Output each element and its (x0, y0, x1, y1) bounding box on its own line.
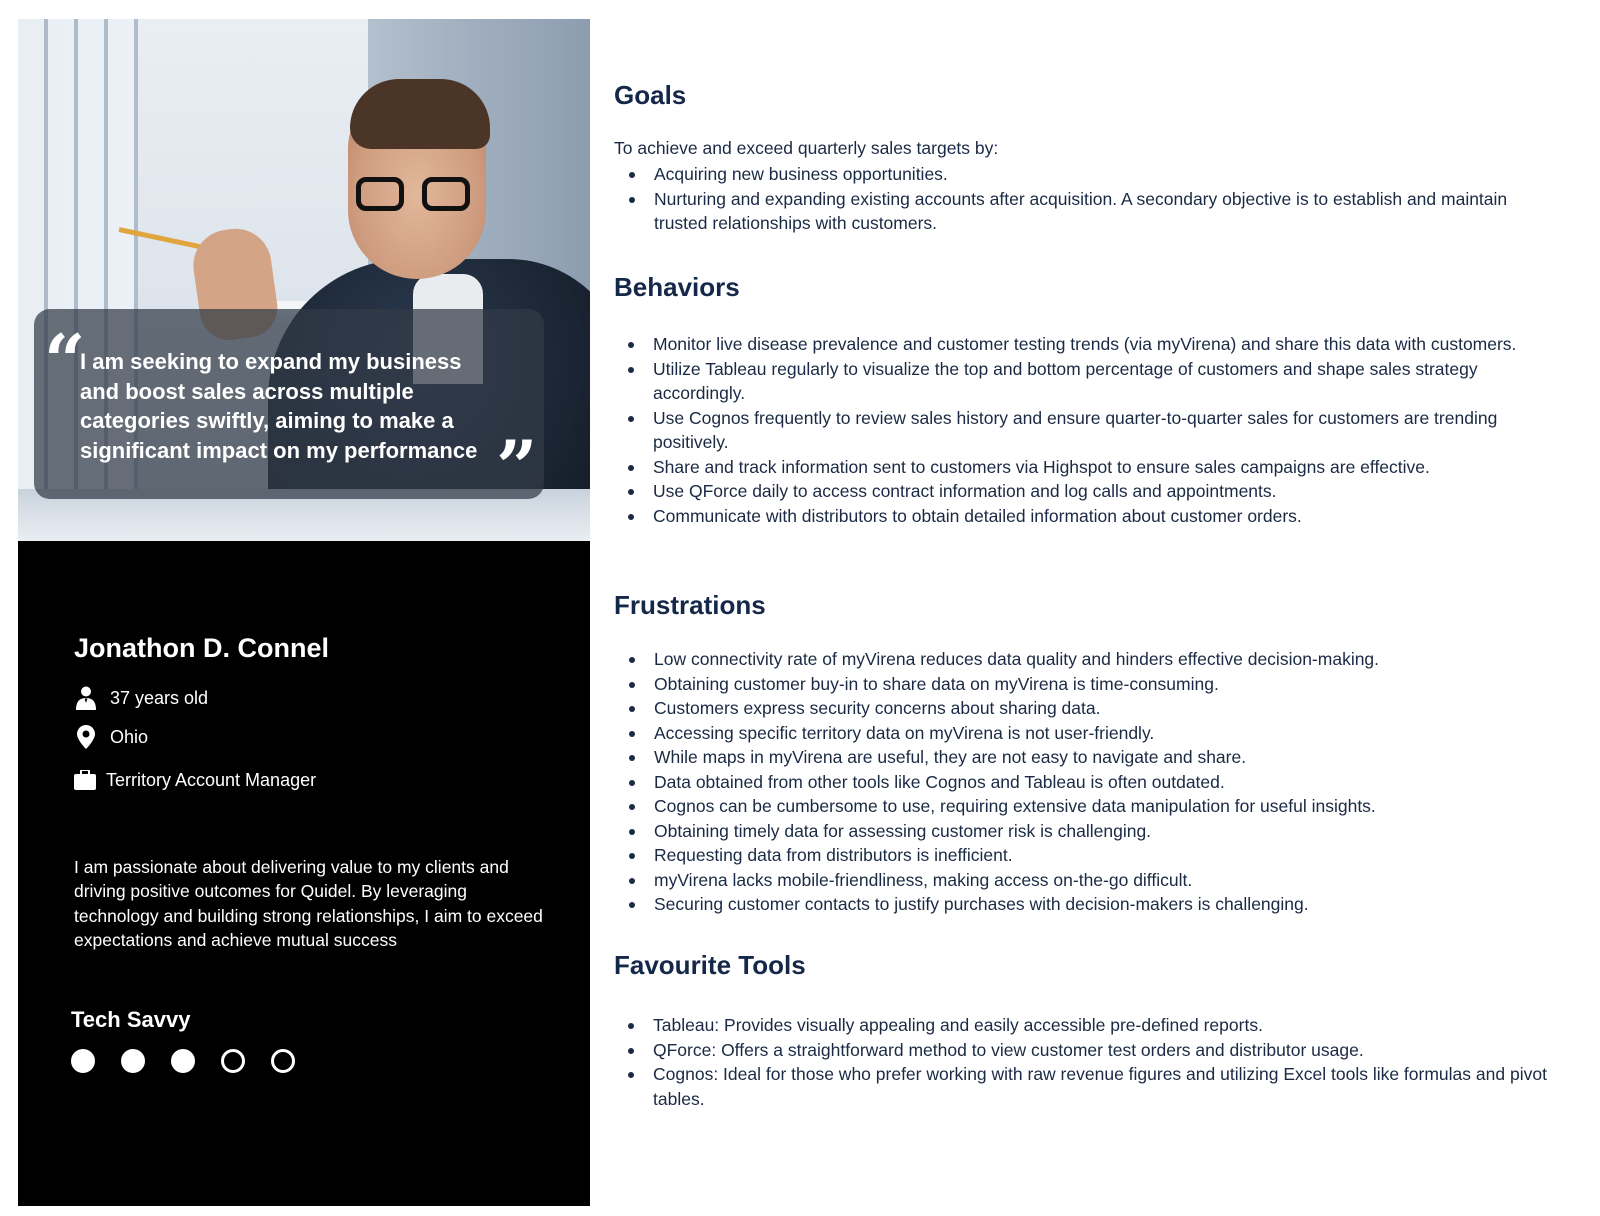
list-item: Obtaining timely data for assessing customer risk is challenging. (614, 819, 1564, 844)
map-pin-icon (74, 725, 98, 749)
list-item: Use QForce daily to access contract information and log calls and appointments. (613, 479, 1564, 504)
frustrations-heading: Frustrations (614, 590, 766, 620)
tech-savvy-rating (71, 1049, 321, 1073)
list-item: Data obtained from other tools like Cognos and Tableau is often outdated. (614, 770, 1564, 795)
list-item: Share and track information sent to customers via Highspot to ensure sales campaigns are effective. (613, 455, 1564, 480)
list-item: Nurturing and expanding existing accounts after acquisition. A secondary objective is to establish and maintain trusted relationships with customers. (614, 187, 1564, 236)
favourite-tools-list (614, 1013, 1564, 1111)
list-item: Cognos can be cumbersome to use, requiring extensive data manipulation for useful insights. (614, 794, 1564, 819)
list-item: QForce: Offers a straightforward method to view customer test orders and distributor usage. (613, 1038, 1564, 1063)
profile-panel (18, 19, 590, 1206)
rating-dot-filled (171, 1049, 195, 1073)
quote-box (34, 309, 544, 509)
job-title-text: Territory Account Manager (106, 769, 317, 790)
tech-savvy-label: Tech Savvy (71, 1007, 191, 1032)
list-item: Monitor live disease prevalence and customer testing trends (via myVirena) and share this data with customers. (613, 332, 1564, 357)
location-text: Ohio (110, 726, 149, 747)
rating-dot-empty (221, 1049, 245, 1073)
close-quote-icon: ” (496, 424, 538, 509)
open-quote-icon: “ (44, 318, 86, 403)
location-row (74, 725, 148, 749)
favourite-tools-heading: Favourite Tools (614, 950, 806, 980)
list-item: Securing customer contacts to justify purchases with decision-makers is challenging. (614, 892, 1564, 917)
list-item: Requesting data from distributors is inefficient. (614, 843, 1564, 868)
list-item: Low connectivity rate of myVirena reduces data quality and hinders effective decision-making. (614, 647, 1564, 672)
rating-dot-filled (71, 1049, 95, 1073)
persona-bio: I am passionate about delivering value to my clients and driving positive outcomes for Quidel. By leveraging technology and building strong relationships, I aim to exceed expectations and achieve mutual success (74, 857, 543, 950)
frustrations-list (614, 647, 1564, 917)
list-item: While maps in myVirena are useful, they are not easy to navigate and share. (614, 745, 1564, 770)
list-item: Tableau: Provides visually appealing and easily accessible pre-defined reports. (613, 1013, 1564, 1038)
list-item: Accessing specific territory data on myVirena is not user-friendly. (614, 721, 1564, 746)
briefcase-icon (74, 768, 96, 792)
list-item: Cognos: Ideal for those who prefer working with raw revenue figures and utilizing Excel tools like formulas and pivot tables. (613, 1062, 1564, 1111)
behaviors-list (614, 332, 1564, 528)
persona-name: Jonathon D. Connel (74, 633, 329, 663)
list-item: myVirena lacks mobile-friendliness, making access on-the-go difficult. (614, 868, 1564, 893)
age-row (74, 686, 208, 710)
list-item: Acquiring new business opportunities. (614, 162, 1564, 187)
list-item: Utilize Tableau regularly to visualize the top and bottom percentage of customers and shape sales strategy accordingly. (613, 357, 1564, 406)
persona-quote: I am seeking to expand my business and boost sales across multiple categories swiftly, aiming to make a significant impact on my performance (80, 349, 478, 463)
list-item: Obtaining customer buy-in to share data on myVirena is time-consuming. (614, 672, 1564, 697)
goals-list (614, 162, 1564, 236)
goals-intro: To achieve and exceed quarterly sales targets by: (614, 138, 999, 158)
profile-photo (18, 19, 590, 541)
person-icon (74, 686, 98, 710)
job-row (74, 768, 316, 792)
behaviors-heading: Behaviors (614, 272, 740, 302)
list-item: Communicate with distributors to obtain detailed information about customer orders. (613, 504, 1564, 529)
rating-dot-filled (121, 1049, 145, 1073)
age-text: 37 years old (110, 687, 209, 708)
rating-dot-empty (271, 1049, 295, 1073)
list-item: Use Cognos frequently to review sales history and ensure quarter-to-quarter sales for customers are trending positively. (613, 406, 1564, 455)
list-item: Customers express security concerns about sharing data. (614, 696, 1564, 721)
goals-heading: Goals (614, 80, 687, 110)
